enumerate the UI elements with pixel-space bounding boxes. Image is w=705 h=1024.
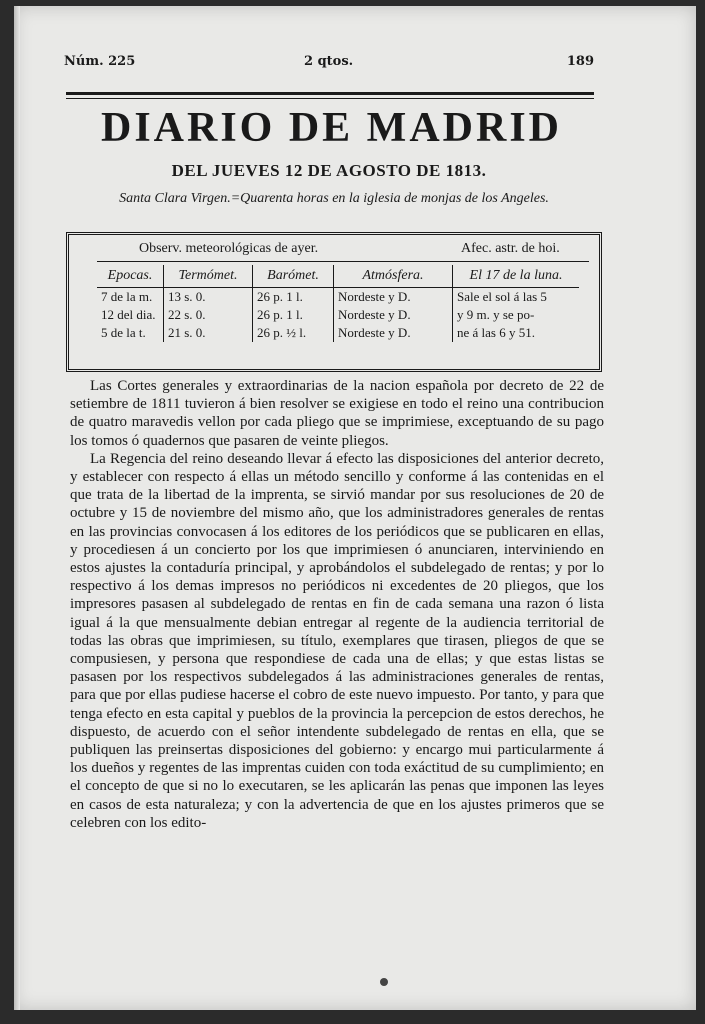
table-cell: Nordeste y D. [334,288,453,307]
astronomical-heading: Afec. astr. de hoi. [461,241,560,256]
table-header-row [97,265,579,288]
table-cell: 22 s. 0. [164,306,253,324]
table-cell: Sale el sol á las 5 [453,288,580,307]
article-paragraph: Las Cortes generales y extraordinarias de la nacion española por decreto de 22 de setiembre de 1811 tuvieron á bien resolver se exigiese en todo el reino una contribucion de quatro maravedis vellon por cada pliego que se imprimiese, exceptuando de su pago los tomos ó quadernos que pasaren de veinte pliegos. [70,378,604,449]
observations-divider [97,261,589,262]
ink-smudge [380,978,388,986]
table-cell: 12 del dia. [101,307,156,322]
table-cell: y 9 m. y se po- [453,306,580,324]
observations-box [66,232,602,372]
table-cell: 21 s. 0. [164,324,253,342]
table-row [97,306,579,324]
price: 2 qtos. [304,54,354,69]
table-cell: Nordeste y D. [334,324,453,342]
table-cell: ne á las 6 y 51. [453,324,580,342]
column-header: El 17 de la luna. [453,265,580,288]
column-header: Termómet. [164,265,253,288]
saint-of-day: Santa Clara Virgen.=Quarenta horas en la iglesia de monjas de los Angeles. [119,191,549,206]
article-body [70,377,604,832]
issue-date: DEL JUEVES 12 DE AGOSTO DE 1813. [171,161,487,180]
table-cell: 7 de la m. [101,289,153,304]
column-header: Atmósfera. [334,265,453,288]
page-number: 189 [566,54,594,69]
table-cell: 26 p. ½ l. [253,324,334,342]
column-header: Barómet. [253,265,334,288]
newspaper-page [14,6,696,1010]
table-cell: 5 de la t. [101,325,146,340]
column-header: Epocas. [97,265,164,288]
page-header [64,54,594,69]
observations-table [97,265,579,342]
table-cell: Nordeste y D. [334,306,453,324]
header-rule-thin [66,98,594,99]
table-cell: 26 p. 1 l. [253,306,334,324]
observations-header [69,241,599,259]
table-cell: 13 s. 0. [164,288,253,307]
table-cell: 26 p. 1 l. [253,288,334,307]
issue-number: Núm. 225 [64,54,136,69]
masthead-title: DIARIO DE MADRID [100,105,562,151]
header-rule-thick [66,92,594,95]
table-row [97,288,579,307]
table-row [97,324,579,342]
meteorological-heading: Observ. meteorológicas de ayer. [139,241,319,256]
article-paragraph: La Regencia del reino deseando llevar á efecto las disposiciones del anterior decreto, y establecer con respecto á ellas un método sencillo y conforme á las contenidas en el que trata de la libertad de la imprenta, se sirvió mandar por sus resoluciones de 20 de octubre y 15 de noviembre del mismo año, que los administradores generales de rentas en las provincias convocasen á los editores de los periódicos que se publicaren en ellas, y procediesen á un concierto por los que imprimiesen ó anunciaren, interviniendo en estos ajustes la contaduría principal, y aprobándolos el subdelegado de rentas; y por lo respectivo á los demas impresos no periódicos ni excedentes de 20 pliegos, que los impresores pasasen al subdelegado de rentas en fin de cada semana una razon ó lista igual á la que mensualmente debian entregar al regente de la audiencia territorial de todas las obras que imprimiesen, su título, exemplares que tirasen, pliegos de que se compusiesen, y persona que respondiese de cada una de ellas; y que estas listas se pasasen por los respectivos subdelegados á las administraciones generales de rentas, para que por ellas pudiese hacerse el cobro de este nuevo impuesto. Por tanto, y para que tenga efecto en esta capital y pueblos de la provincia la percepcion de estos derechos, he dispuesto, de acuerdo con el señor intendente subdelegado de rentas en ella, que se publiquen las preinsertas disposiciones del gobierno: y encargo mui particularmente á los dueños y regentes de las imprentas cuiden con toda exáctitud de su cumplimiento; en el concepto de que si no lo executaren, se les aplicarán las penas que imponen las leyes en casos de esta naturaleza; y con la advertencia de que en los ajustes primeros que se celebren con los edito- [70,450,604,831]
